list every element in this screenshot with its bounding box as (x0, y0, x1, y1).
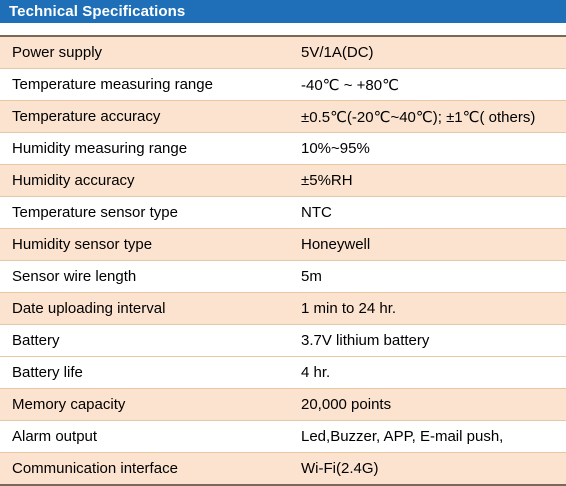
table-row (0, 325, 566, 357)
spec-value: NTC (301, 204, 332, 221)
table-row (0, 421, 566, 453)
table-row (0, 133, 566, 165)
spec-value: 5m (301, 268, 322, 285)
spec-value: Led,Buzzer, APP, E-mail push, (301, 428, 504, 445)
spec-label: Memory capacity (12, 396, 126, 413)
spec-value: -40℃ ~ +80℃ (301, 77, 399, 94)
table-row (0, 197, 566, 229)
spec-value: 3.7V lithium battery (301, 332, 430, 349)
spec-value: Wi-Fi(2.4G) (301, 460, 379, 477)
spec-table (0, 35, 566, 486)
spec-label: Temperature measuring range (12, 76, 213, 93)
spec-label: Humidity accuracy (12, 172, 135, 189)
spec-label: Alarm output (12, 428, 98, 445)
spec-label: Battery (12, 332, 60, 349)
spec-value: 5V/1A(DC) (301, 44, 374, 61)
spec-label: Temperature sensor type (12, 204, 178, 221)
table-row (0, 229, 566, 261)
spec-value: 1 min to 24 hr. (301, 300, 397, 317)
spec-value: Honeywell (301, 236, 371, 253)
table-row (0, 389, 566, 421)
spec-label: Humidity measuring range (12, 140, 188, 157)
spec-value: 4 hr. (301, 364, 331, 381)
spec-label: Battery life (12, 364, 83, 381)
table-row (0, 453, 566, 484)
table-row (0, 37, 566, 69)
table-row (0, 293, 566, 325)
spec-label: Humidity sensor type (12, 236, 153, 253)
section-title: Technical Specifications (9, 3, 186, 20)
table-row (0, 261, 566, 293)
spec-label: Communication interface (12, 460, 178, 477)
section-header (0, 0, 566, 24)
table-row (0, 69, 566, 101)
spec-label: Power supply (12, 44, 103, 61)
spec-label: Temperature accuracy (12, 108, 161, 125)
table-row (0, 165, 566, 197)
table-row (0, 357, 566, 389)
table-row (0, 101, 566, 133)
spec-label: Date uploading interval (12, 300, 166, 317)
spec-label: Sensor wire length (12, 268, 137, 285)
spec-value: 10%~95% (301, 140, 370, 157)
spec-value: 20,000 points (301, 396, 392, 413)
spec-value: ±0.5℃(-20℃~40℃); ±1℃( others) (301, 109, 536, 126)
spec-value: ±5%RH (301, 172, 353, 189)
